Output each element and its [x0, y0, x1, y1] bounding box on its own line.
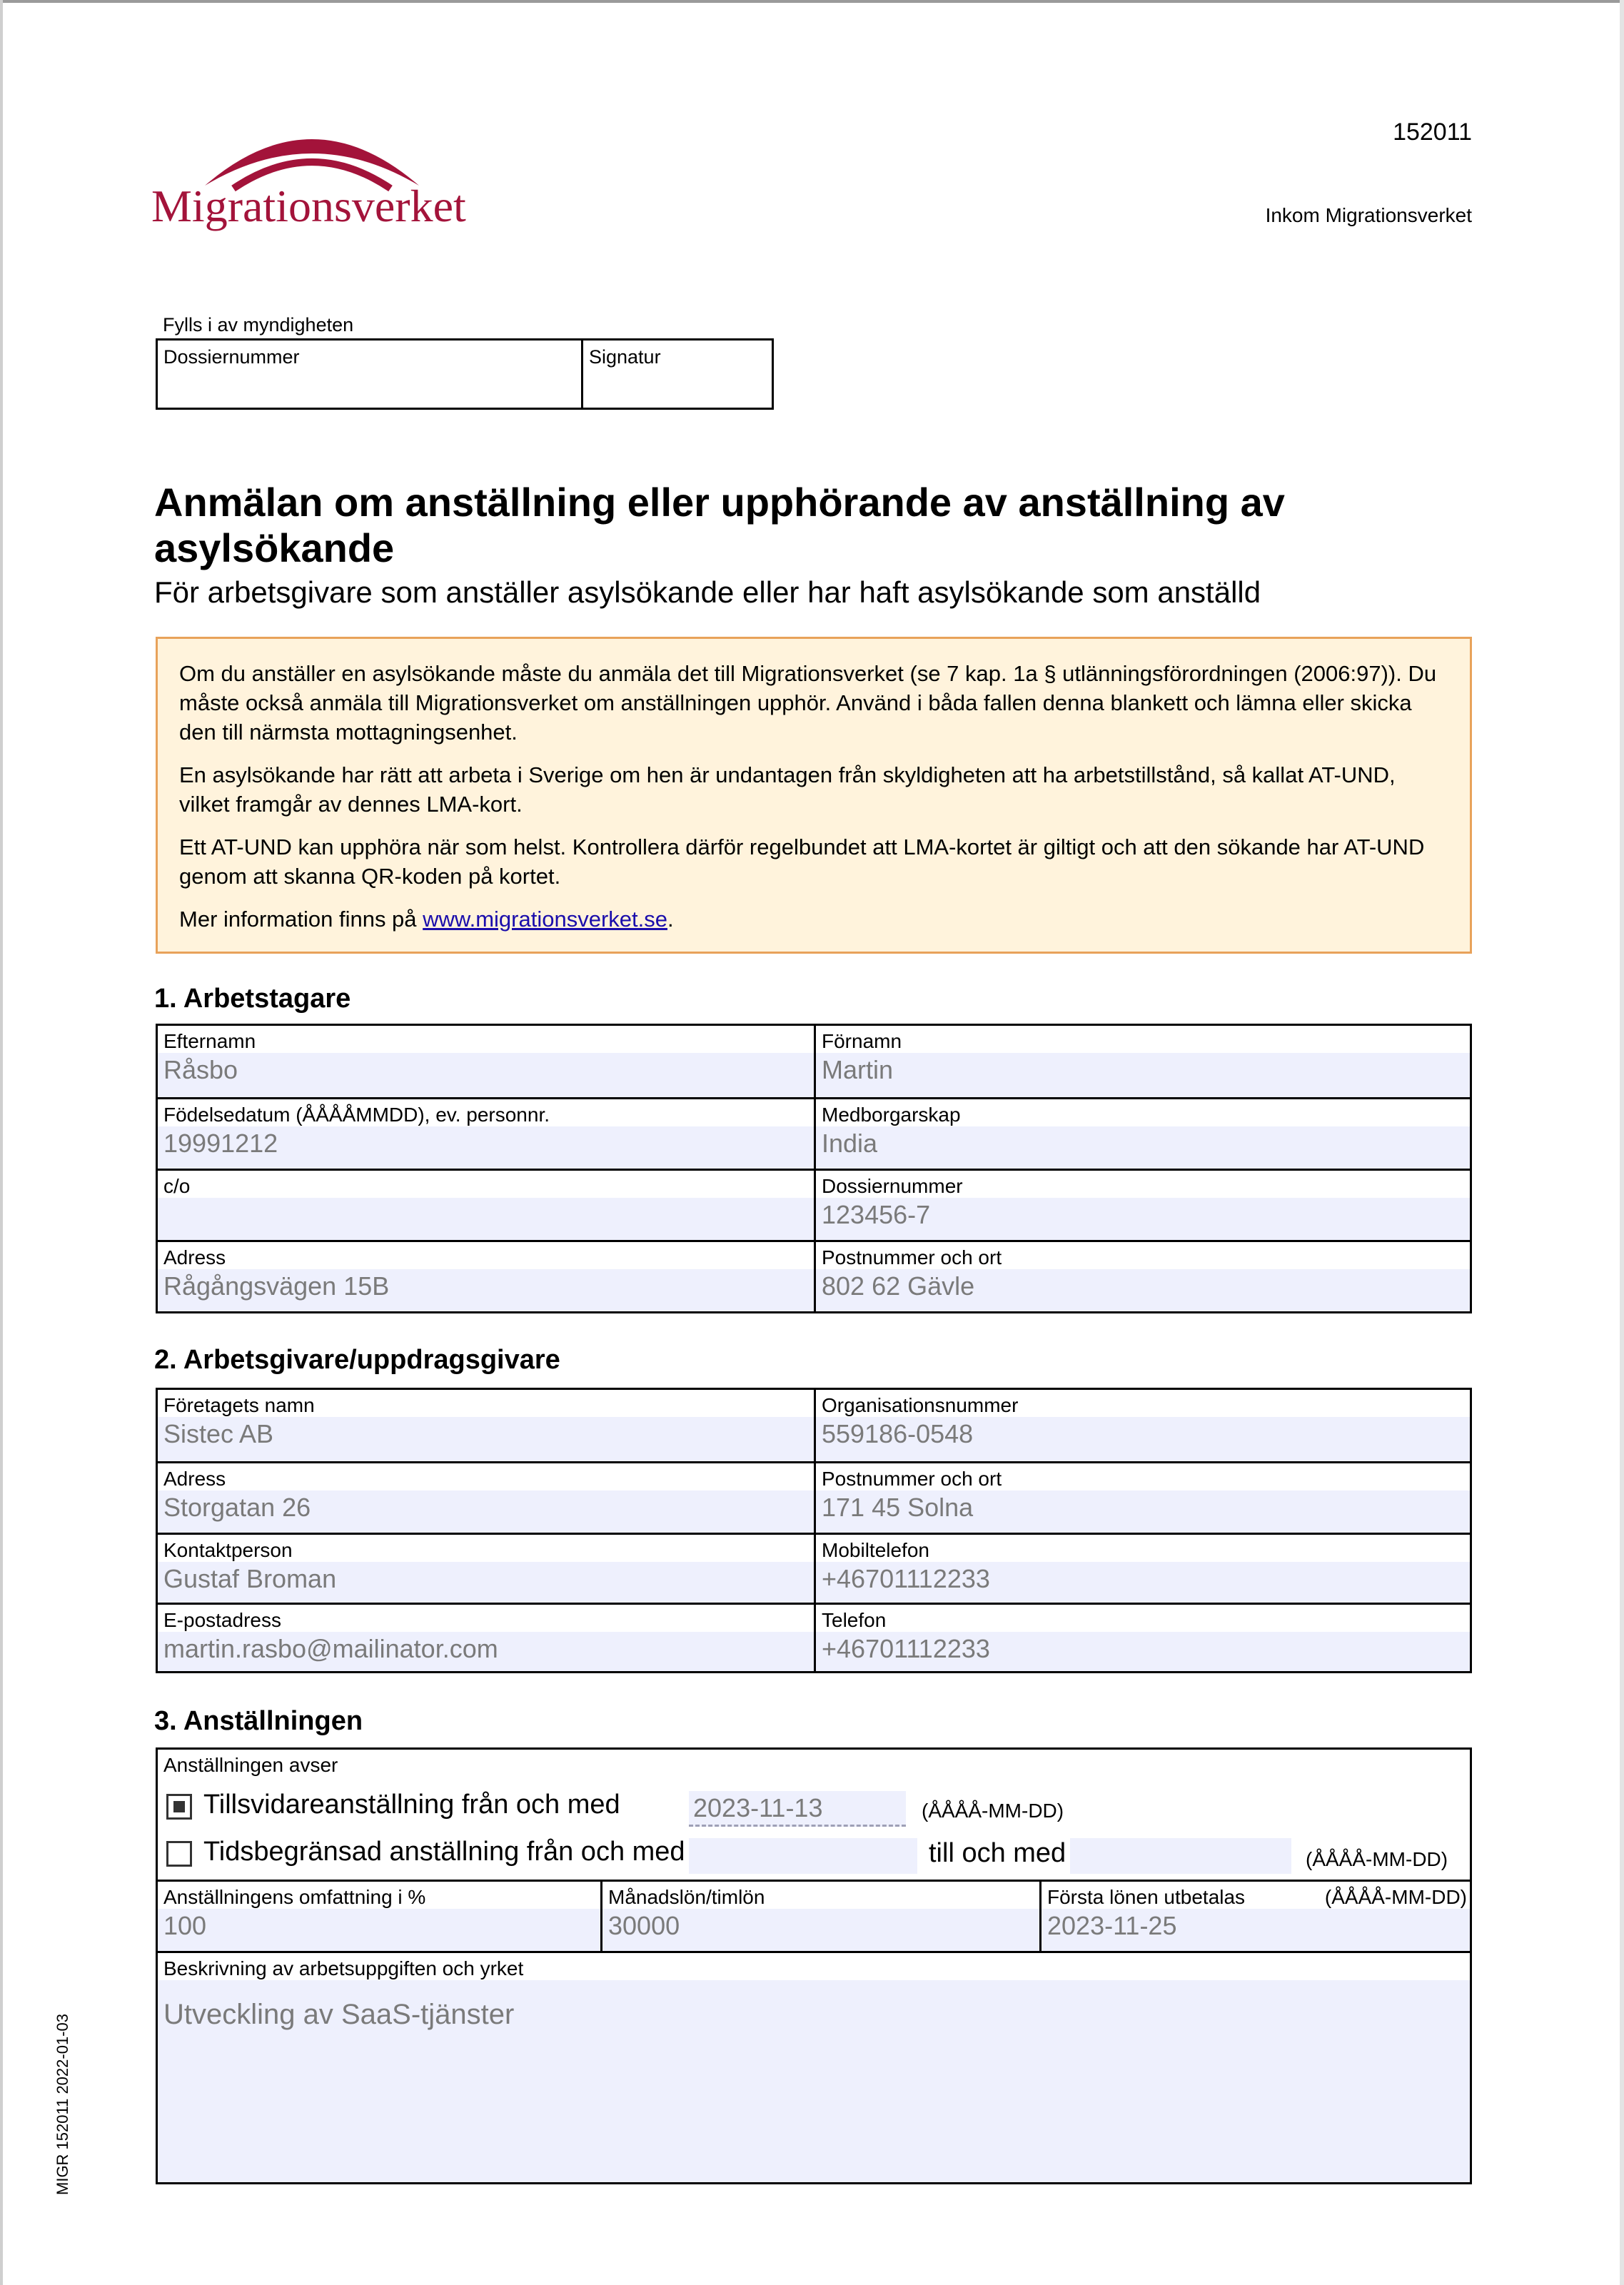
- field-label: Efternamn: [163, 1030, 256, 1052]
- field-value[interactable]: 2023-11-25: [1042, 1909, 1470, 1951]
- field-label: Telefon: [822, 1609, 887, 1631]
- field-label: Företagets namn: [163, 1394, 315, 1416]
- page-subtitle: För arbetsgivare som anställer asylsökande eller har haft asylsökande som anställd: [154, 575, 1261, 609]
- field-value[interactable]: Rågångsvägen 15B: [158, 1269, 814, 1311]
- field-value[interactable]: [158, 1198, 814, 1240]
- field-label: Medborgarskap: [822, 1104, 961, 1126]
- info-paragraph: [179, 904, 1448, 934]
- info-paragraph: Ett AT-UND kan upphöra när som helst. Kontrollera därför regelbundet att LMA-kortet är giltigt och att den sökande har AT-UND genom att skanna QR-koden på kortet.: [179, 834, 1425, 889]
- first-pay-field[interactable]: [1039, 1882, 1470, 1951]
- info-paragraph: Om du anställer en asylsökande måste du anmäla det till Migrationsverket (se 7 kap. 1a § utlänningsförordningen (2006:97)). Du måste också anmäla till Migrationsverket om anställningen upphör. Använd i båda fallen denna blankett och lämna eller skicka den till närmsta mottagningsenhet.: [179, 661, 1437, 745]
- page-right-border: [1620, 0, 1624, 2285]
- info-link-suffix: .: [667, 907, 674, 932]
- until-label: till och med: [929, 1838, 1066, 1868]
- field-label: Postnummer och ort: [822, 1468, 1002, 1490]
- authority-box: [156, 338, 774, 410]
- authority-dossier-field[interactable]: [158, 341, 583, 408]
- temporary-until-input[interactable]: [1070, 1838, 1291, 1874]
- section-3-title: 3. Anställningen: [154, 1706, 363, 1736]
- field-value[interactable]: 123456-7: [816, 1198, 1470, 1240]
- field-label: Månadslön/timlön: [608, 1886, 765, 1908]
- employer-grid: [156, 1388, 1472, 1673]
- field-value[interactable]: martin.rasbo@mailinator.com: [158, 1632, 814, 1671]
- field-label: Anställningens omfattning i %: [163, 1886, 426, 1908]
- field-label: Adress: [163, 1246, 226, 1268]
- field-value[interactable]: 100: [158, 1909, 600, 1951]
- field-label: Första lönen utbetalas: [1047, 1886, 1246, 1908]
- temporary-checkbox[interactable]: [166, 1841, 192, 1867]
- field-value[interactable]: Råsbo: [158, 1053, 814, 1097]
- job-description-textarea[interactable]: Utveckling av SaaS-tjänster: [158, 1980, 1470, 2182]
- permanent-label: Tillsvidareanställning från och med: [203, 1790, 620, 1820]
- email-field[interactable]: [158, 1605, 814, 1671]
- migrationsverket-logo: [151, 114, 465, 236]
- mobile-phone-field[interactable]: [814, 1535, 1470, 1603]
- field-label: E-postadress: [163, 1609, 281, 1631]
- authority-signature-field[interactable]: [583, 341, 772, 408]
- org-number-field[interactable]: [814, 1390, 1470, 1461]
- field-value[interactable]: Gustaf Broman: [158, 1562, 814, 1603]
- field-value[interactable]: +46701112233: [816, 1562, 1470, 1603]
- field-value[interactable]: 559186-0548: [816, 1417, 1470, 1461]
- received-stamp-label: Inkom Migrationsverket: [1265, 204, 1472, 226]
- authority-dossier-label: Dossiernummer: [163, 346, 300, 368]
- employee-firstname-field[interactable]: [814, 1026, 1470, 1097]
- form-version-footer: MIGR 152011 2022-01-03: [54, 2014, 71, 2195]
- field-value[interactable]: Storgatan 26: [158, 1490, 814, 1533]
- employee-dossier-field[interactable]: [814, 1171, 1470, 1240]
- permanent-checkbox[interactable]: [166, 1794, 192, 1820]
- temporary-date-format: (ÅÅÅÅ-MM-DD): [1306, 1848, 1448, 1870]
- field-label: Postnummer och ort: [822, 1246, 1002, 1268]
- field-value[interactable]: Sistec AB: [158, 1417, 814, 1461]
- section-2-title: 2. Arbetsgivare/uppdragsgivare: [154, 1345, 560, 1375]
- employee-co-field[interactable]: [158, 1171, 814, 1240]
- employment-type-block: [158, 1750, 1470, 1880]
- employment-grid: [156, 1747, 1472, 2184]
- field-value[interactable]: 171 45 Solna: [816, 1490, 1470, 1533]
- company-name-field[interactable]: [158, 1390, 814, 1461]
- field-label: Beskrivning av arbetsuppgiften och yrket: [163, 1957, 524, 1979]
- employee-dob-field[interactable]: [158, 1099, 814, 1169]
- field-value[interactable]: 30000: [602, 1909, 1039, 1951]
- job-description-field[interactable]: [158, 1953, 1470, 2182]
- employment-extent-field[interactable]: [158, 1882, 600, 1951]
- employee-address-field[interactable]: [158, 1242, 814, 1311]
- page-top-border: [0, 0, 1624, 3]
- employee-postal-field[interactable]: [814, 1242, 1470, 1311]
- field-value[interactable]: 802 62 Gävle: [816, 1269, 1470, 1311]
- section-1-title: 1. Arbetstagare: [154, 984, 351, 1014]
- field-label: Organisationsnummer: [822, 1394, 1019, 1416]
- employment-concerns-label: Anställningen avser: [163, 1754, 338, 1776]
- field-label: Födelsedatum (ÅÅÅÅMMDD), ev. personnr.: [163, 1104, 550, 1126]
- logo-text: Migrationsverket: [151, 181, 466, 231]
- field-label: Kontaktperson: [163, 1539, 293, 1561]
- temporary-label: Tidsbegränsad anställning från och med: [203, 1837, 685, 1867]
- salary-field[interactable]: [600, 1882, 1039, 1951]
- employee-grid: [156, 1024, 1472, 1313]
- employee-surname-field[interactable]: [158, 1026, 814, 1097]
- form-number: 152011: [1393, 118, 1472, 146]
- info-paragraph: En asylsökande har rätt att arbeta i Sverige om hen är undantagen från skyldigheten att ha arbetstillstånd, så kallat AT-UND, vilket framgår av dennes LMA-kort.: [179, 762, 1396, 817]
- authority-signature-label: Signatur: [589, 346, 661, 368]
- phone-field[interactable]: [814, 1605, 1470, 1671]
- field-label: Dossiernummer: [822, 1175, 963, 1197]
- page-left-border: [0, 0, 3, 2285]
- authority-note: Fylls i av myndigheten: [163, 314, 354, 336]
- temporary-from-input[interactable]: [689, 1838, 917, 1874]
- contact-person-field[interactable]: [158, 1535, 814, 1603]
- field-value[interactable]: +46701112233: [816, 1632, 1470, 1671]
- field-label: Förnamn: [822, 1030, 902, 1052]
- info-box: [156, 637, 1472, 954]
- employer-postal-field[interactable]: [814, 1463, 1470, 1533]
- field-value[interactable]: 19991212: [158, 1126, 814, 1169]
- field-label: Adress: [163, 1468, 226, 1490]
- field-value[interactable]: India: [816, 1126, 1470, 1169]
- field-label: c/o: [163, 1175, 191, 1197]
- page-title: Anmälan om anställning eller upphörande av anställning av asylsökande: [154, 480, 1285, 570]
- migrationsverket-link[interactable]: www.migrationsverket.se: [423, 907, 667, 932]
- employer-address-field[interactable]: [158, 1463, 814, 1533]
- permanent-date-format: (ÅÅÅÅ-MM-DD): [922, 1800, 1064, 1822]
- info-link-prefix: Mer information finns på: [179, 907, 423, 932]
- field-label: Mobiltelefon: [822, 1539, 929, 1561]
- first-pay-date-format: (ÅÅÅÅ-MM-DD): [1324, 1886, 1467, 1908]
- permanent-date-input[interactable]: 2023-11-13: [689, 1791, 906, 1827]
- field-value[interactable]: Martin: [816, 1053, 1470, 1097]
- employee-citizenship-field[interactable]: [814, 1099, 1470, 1169]
